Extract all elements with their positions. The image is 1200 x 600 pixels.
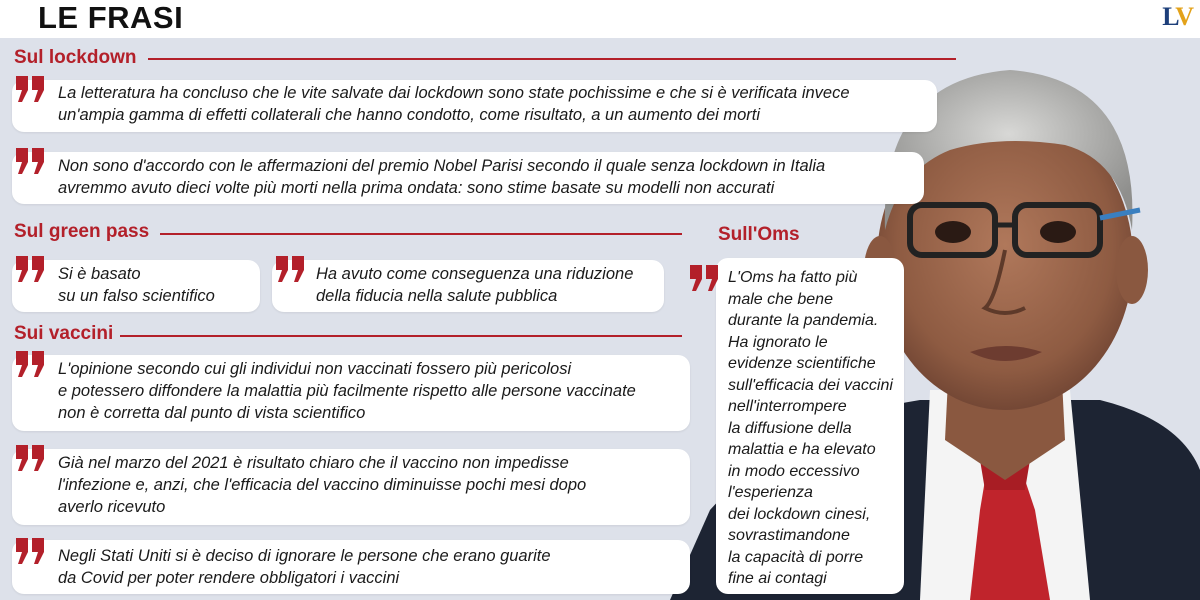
header-bar — [0, 0, 1200, 38]
brand-logo — [1162, 2, 1192, 32]
quote-mark-icon — [14, 254, 48, 284]
quote-text-oms: L'Oms ha fatto più male che bene durante la pandemia. Ha ignorato le evidenze scientifiche sull'efficacia dei vaccini nell'interrompere la diffusione della malattia e ha elevato in modo eccessivo l'esperienza dei lockdown cinesi, sovrastimandone la capacità di porre fine ai contagi — [728, 269, 893, 587]
section-heading-oms: Sull'Oms — [718, 224, 800, 245]
section-heading-vaccini: Sui vaccini — [14, 323, 114, 344]
section-rule-lockdown — [148, 58, 956, 60]
quote-text-lockdown-1: La letteratura ha concluso che le vite salvate dai lockdown sono state pochissime e che si è verificata invece un'ampia gamma di effetti collaterali che hanno condotto, come risultato, a un aumento dei morti — [58, 84, 850, 124]
section-rule-vaccini — [120, 335, 682, 337]
quote-text-greenpass-1: Si è basato su un falso scientifico — [58, 265, 215, 305]
quote-mark-icon — [14, 349, 48, 379]
page-title: LE FRASI — [38, 0, 184, 35]
quote-mark-icon — [274, 254, 308, 284]
logo-letter-v: V — [1175, 2, 1192, 31]
quote-mark-icon — [688, 263, 722, 293]
quote-text-greenpass-2: Ha avuto come conseguenza una riduzione della fiducia nella salute pubblica — [316, 265, 634, 305]
quote-text-vaccini-3: Negli Stati Uniti si è deciso di ignorare le persone che erano guarite da Covid per poter rendere obbligatori i vaccini — [58, 547, 551, 587]
quote-mark-icon — [14, 536, 48, 566]
quote-mark-icon — [14, 443, 48, 473]
quote-text-vaccini-2: Già nel marzo del 2021 è risultato chiaro che il vaccino non impedisse l'infezione e, anzi, che l'efficacia del vaccino diminuisse pochi mesi dopo averlo ricevuto — [58, 454, 587, 516]
logo-letter-l: L — [1162, 2, 1176, 31]
section-rule-greenpass — [160, 233, 682, 235]
quote-text-lockdown-2: Non sono d'accordo con le affermazioni del premio Nobel Parisi secondo il quale senza lockdown in Italia avremmo avuto dieci volte più morti nella prima ondata: sono stime basate su modelli non accurati — [58, 157, 826, 197]
section-heading-greenpass: Sul green pass — [14, 221, 150, 242]
quote-mark-icon — [14, 146, 48, 176]
quote-text-vaccini-1: L'opinione secondo cui gli individui non vaccinati fossero più pericolosi e potessero diffondere la malattia più facilmente rispetto alle persone vaccinate non è corretta dal punto di vista scientifico — [58, 360, 636, 422]
quote-mark-icon — [14, 74, 48, 104]
section-heading-lockdown: Sul lockdown — [14, 47, 137, 68]
